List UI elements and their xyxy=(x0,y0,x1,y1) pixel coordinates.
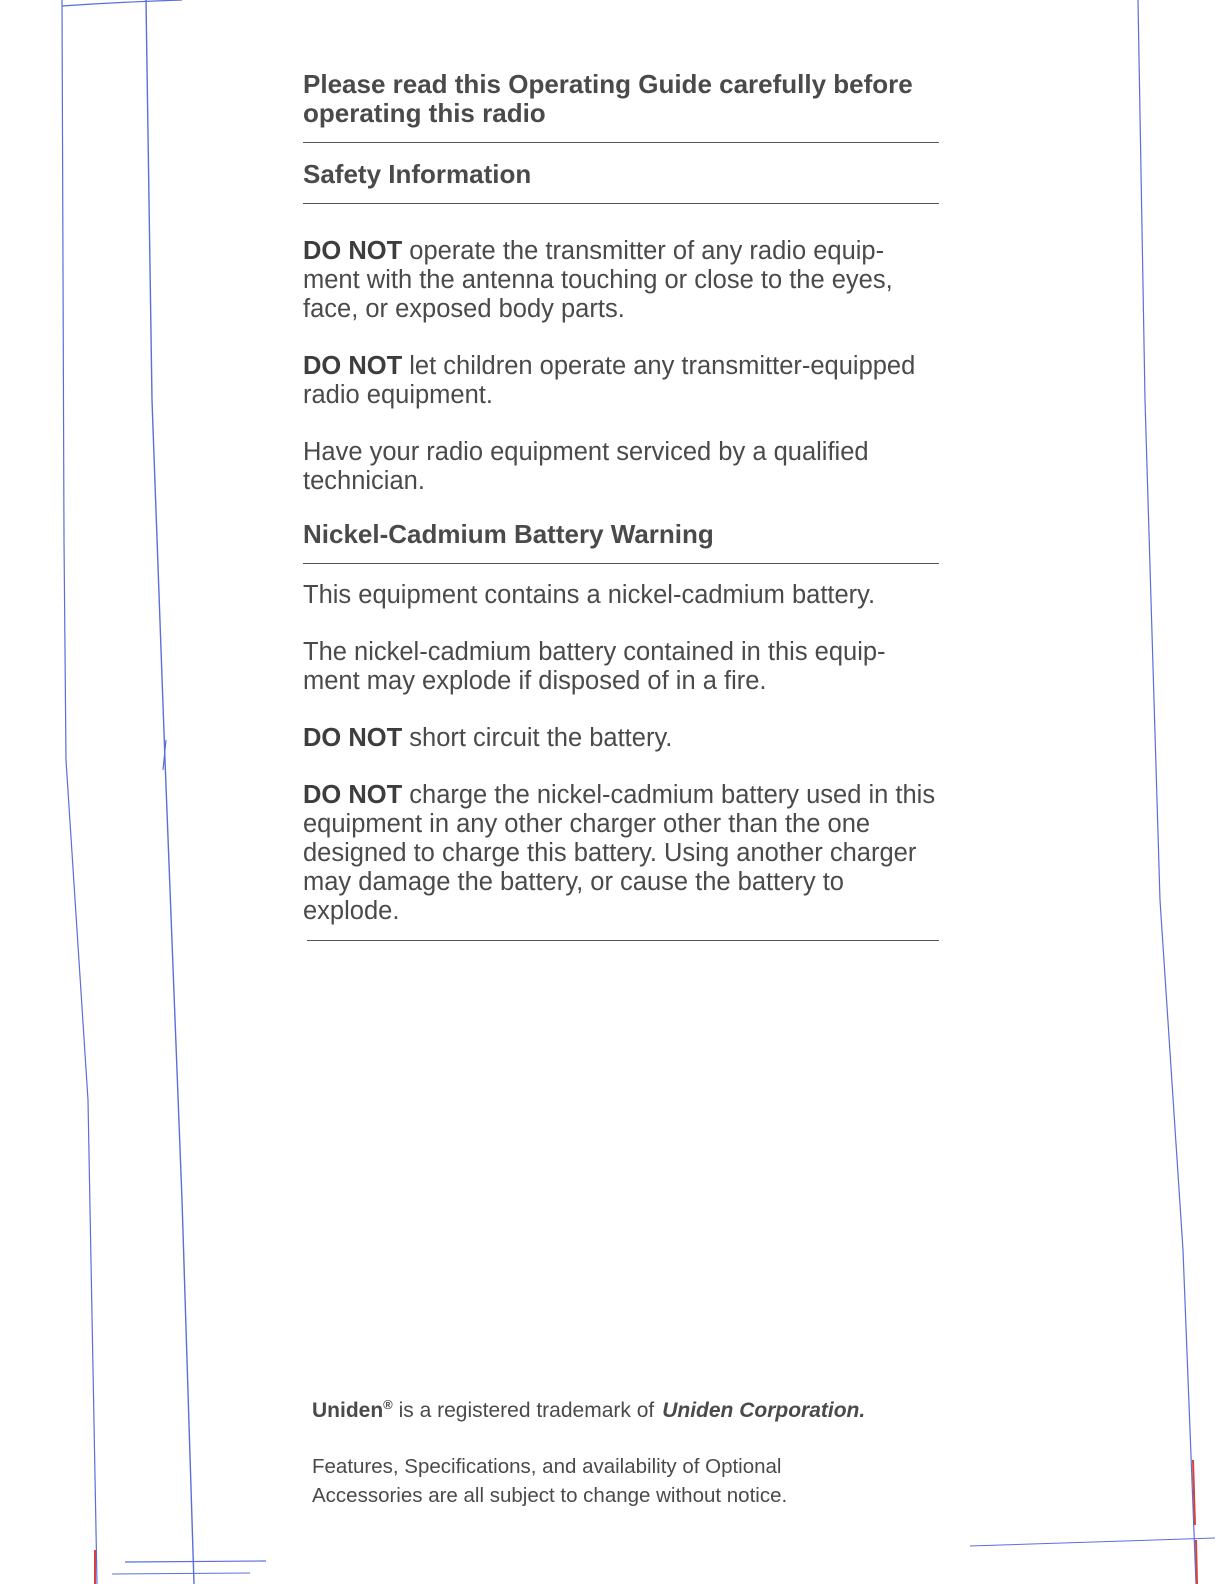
left-margin-tick xyxy=(163,740,166,770)
right-margin-line xyxy=(1138,0,1196,1584)
trademark-text: is a registered trademark of xyxy=(392,1399,655,1422)
change-notice-line2: Accessories are all subject to change without notice. xyxy=(312,1484,788,1507)
registered-mark: ® xyxy=(383,1397,393,1412)
battery-paragraph-3 xyxy=(303,724,939,753)
battery-warning-label: DO NOT xyxy=(303,781,403,809)
safety-warning-label: DO NOT xyxy=(303,352,403,380)
change-notice-line1: Features, Specifications, and availability of Optional xyxy=(312,1455,782,1478)
brand-name: Uniden xyxy=(312,1399,384,1422)
guide-content xyxy=(303,70,939,941)
left-margin-line-inner xyxy=(146,0,194,1584)
battery-section xyxy=(303,581,939,926)
safety-heading: Safety Information xyxy=(303,143,939,204)
right-red-mark-2 xyxy=(1196,1540,1197,1584)
intro-heading xyxy=(303,70,939,143)
battery-paragraph-4 xyxy=(303,781,939,926)
battery-paragraph-1: This equipment contains a nickel-cadmium battery. xyxy=(303,581,876,609)
section-end-rule xyxy=(307,940,939,941)
battery-warning-label: DO NOT xyxy=(303,724,403,752)
trademark-notice xyxy=(312,1392,952,1424)
safety-warning-label: DO NOT xyxy=(303,237,403,265)
bottom-right-rule xyxy=(970,1538,1215,1546)
battery-paragraph-4-text: charge the nickel-cadmium battery used in this equipment in any other charger other than the one designed to charge this battery. Using another charger may damage the battery, or cause the battery to explode. xyxy=(303,781,936,925)
battery-heading: Nickel-Cadmium Battery Warning xyxy=(303,519,939,564)
battery-paragraph-2: The nickel-cadmium battery contained in this equip-ment may explode if disposed of in a fire. xyxy=(303,638,886,695)
safety-paragraph-3: Have your radio equipment serviced by a qualified technician. xyxy=(303,438,869,495)
left-margin-line-outer xyxy=(62,0,97,1584)
safety-paragraph-2-text: let children operate any transmitter-equipped radio equipment. xyxy=(303,352,916,409)
change-notice xyxy=(312,1452,952,1510)
corporation-name: Uniden Corporation. xyxy=(662,1399,866,1422)
safety-paragraph-1 xyxy=(303,237,939,324)
safety-section xyxy=(303,237,939,496)
top-left-stroke xyxy=(62,0,182,6)
bottom-left-rule xyxy=(125,1561,266,1562)
battery-paragraph-3-text: short circuit the battery. xyxy=(402,724,673,752)
safety-paragraph-2 xyxy=(303,352,939,410)
intro-heading-line2: operating this radio xyxy=(303,98,546,128)
safety-paragraph-1-text: operate the transmitter of any radio equip-ment with the antenna touching or close to the eyes, face, or exposed body parts. xyxy=(303,237,893,323)
right-red-mark xyxy=(1193,1460,1195,1525)
intro-heading-line1: Please read this Operating Guide carefully before xyxy=(303,69,913,99)
bottom-left-rule-2 xyxy=(112,1573,250,1574)
footer xyxy=(312,1392,952,1510)
